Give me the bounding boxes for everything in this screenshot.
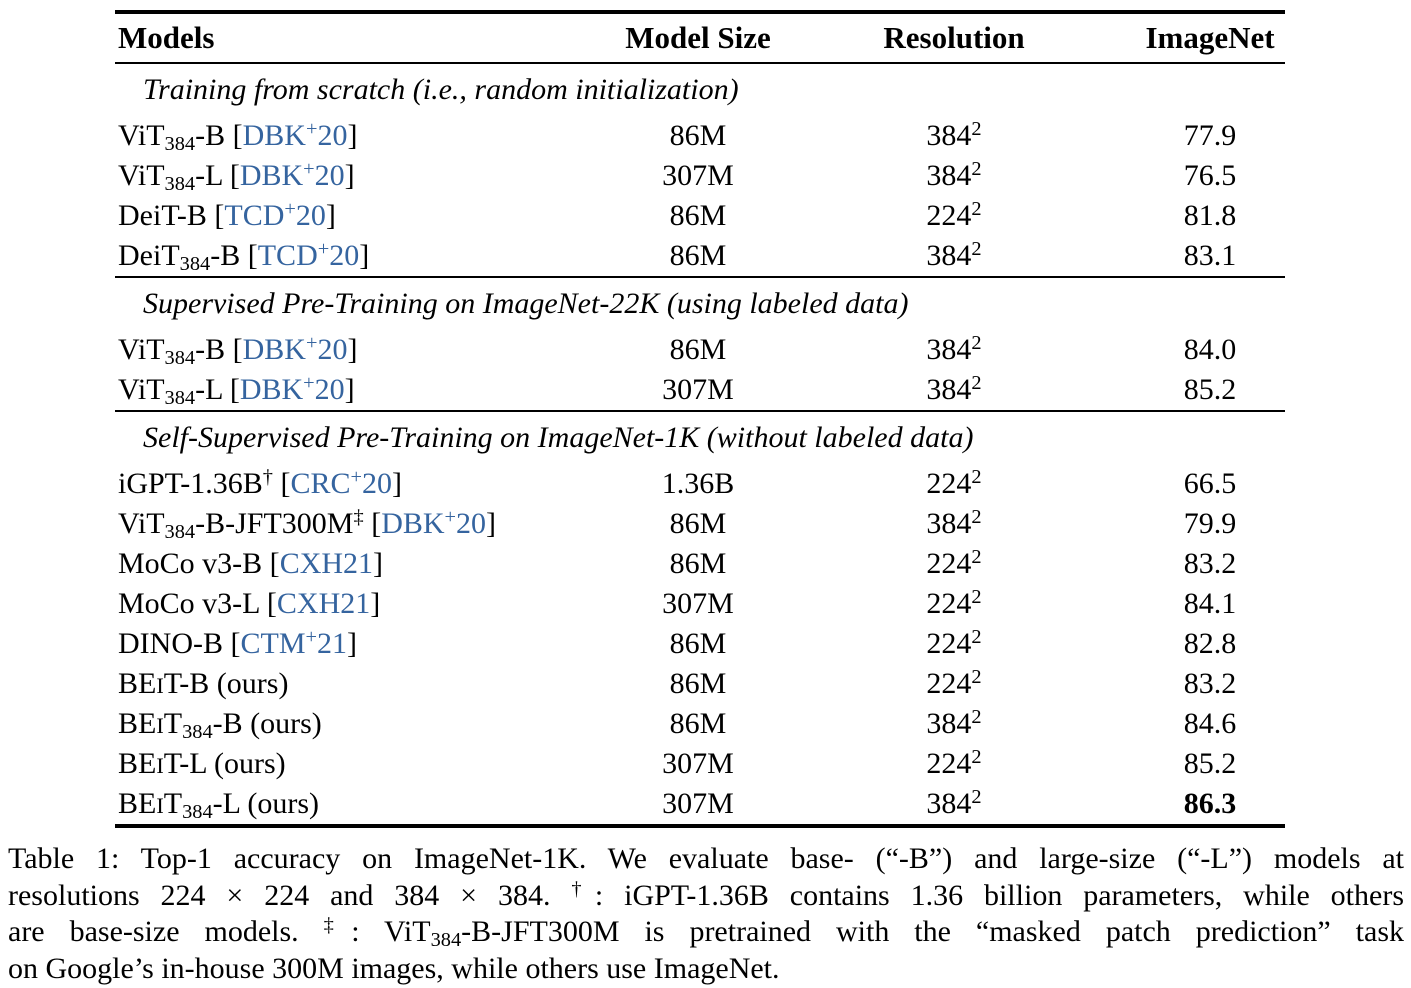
text-run: 384	[164, 521, 196, 544]
imagenet-cell: 82.8	[1183, 627, 1237, 660]
text-run: BE	[118, 707, 157, 740]
resolution-cell	[826, 373, 1082, 407]
imagenet-cell: 76.5	[1183, 159, 1237, 192]
text-run: 224	[926, 467, 972, 500]
text-run: ViT	[118, 373, 165, 406]
text-run: MoCo v3-B [	[118, 547, 280, 580]
caption-line	[8, 841, 1404, 878]
citation-link[interactable]: TCD	[224, 199, 285, 232]
size-cell: 86M	[669, 707, 727, 740]
citation-link[interactable]: CRC	[290, 467, 351, 500]
table-row	[115, 330, 1285, 370]
model-cell	[115, 667, 570, 701]
text-run: 384	[430, 929, 462, 952]
caption-line	[8, 914, 1404, 951]
text-run: T	[163, 787, 183, 820]
model-cell	[115, 707, 570, 744]
size-cell: 86M	[669, 199, 727, 232]
text-run: BE	[118, 747, 157, 780]
text-run: -B [	[195, 333, 243, 366]
model-cell	[115, 331, 570, 370]
text-run: BE	[118, 667, 157, 700]
caption-line	[8, 878, 1404, 915]
size-cell: 307M	[662, 373, 734, 406]
model-cell	[115, 199, 570, 233]
text-run: 224	[926, 587, 972, 620]
text-run: I	[156, 713, 164, 738]
size-cell: 307M	[662, 747, 734, 780]
text-run: I	[156, 673, 164, 698]
text-run: [	[272, 467, 291, 500]
citation-link[interactable]: 20	[295, 199, 326, 232]
text-run: ]	[359, 239, 370, 272]
text-run: ViT	[118, 159, 165, 192]
text-run: ‡	[323, 913, 352, 936]
text-run: 384	[926, 787, 972, 820]
size-cell: 86M	[669, 667, 727, 700]
text-run: ]	[347, 627, 357, 660]
imagenet-cell: 84.0	[1183, 333, 1237, 366]
citation-link[interactable]: TCD	[257, 239, 318, 272]
text-run: 2	[971, 197, 982, 220]
table-row	[115, 116, 1285, 156]
text-run: 2	[971, 157, 982, 180]
text-run: ]	[347, 333, 358, 366]
citation-link[interactable]: +	[317, 237, 330, 260]
table-row	[115, 584, 1285, 624]
table-caption	[8, 841, 1404, 987]
text-run: ]	[325, 199, 336, 232]
text-run: on Google’s in-house 300M images, while others use ImageNet.	[8, 951, 780, 985]
size-cell: 307M	[662, 159, 734, 192]
resolution-cell	[826, 333, 1082, 367]
table-row	[115, 784, 1285, 824]
imagenet-cell: 79.9	[1183, 507, 1237, 540]
text-run: ]	[347, 119, 358, 152]
text-run: 384	[926, 159, 972, 192]
text-run: 224	[926, 547, 972, 580]
resolution-cell	[826, 587, 1082, 621]
table-bottom-rule	[115, 824, 1285, 828]
caption-line	[8, 951, 1404, 988]
model-cell	[115, 117, 570, 156]
text-run: Table 1: Top-1 accuracy on ImageNet-1K. We evaluate base- (“-B”) and large-size (“-L”) models at	[8, 842, 1404, 875]
imagenet-cell: 84.6	[1183, 707, 1237, 740]
text-run: 384	[926, 507, 972, 540]
text-run: 2	[971, 745, 982, 768]
text-run: ]	[392, 467, 402, 500]
citation-link[interactable]: 20	[314, 159, 345, 192]
text-run: 2	[971, 705, 982, 728]
text-run: BE	[118, 787, 157, 820]
resolution-cell	[826, 119, 1082, 153]
citation-link[interactable]: CTM	[240, 627, 306, 660]
resolution-cell	[826, 199, 1082, 233]
table-row	[115, 464, 1285, 504]
text-run: 2	[971, 117, 982, 140]
text-run: 384	[164, 347, 196, 370]
text-run: resolutions 224 × 224 and 384 × 384.	[8, 878, 572, 912]
resolution-cell	[826, 707, 1082, 741]
text-run: 2	[971, 625, 982, 648]
imagenet-cell: 66.5	[1183, 467, 1237, 500]
text-run: -L (ours)	[212, 787, 320, 820]
text-run: iGPT-1.36B	[118, 467, 263, 500]
citation-link[interactable]: DBK	[242, 333, 306, 366]
citation-link[interactable]: CXH21	[279, 547, 374, 580]
table-row	[115, 236, 1285, 276]
text-run: ]	[344, 373, 355, 406]
table-header-row	[115, 14, 1285, 62]
text-run: 2	[971, 785, 982, 808]
resolution-cell	[826, 467, 1082, 501]
model-cell	[115, 157, 570, 196]
table-section-header: Self-Supervised Pre-Training on ImageNet-1K (without labeled data)	[143, 421, 974, 454]
size-cell: 1.36B	[661, 467, 735, 500]
table-row	[115, 370, 1285, 410]
text-run: 224	[926, 199, 972, 232]
model-cell	[115, 467, 570, 501]
text-run: †	[262, 465, 273, 488]
text-run: ViT	[118, 507, 165, 540]
text-run: 2	[971, 665, 982, 688]
model-cell	[115, 747, 570, 781]
text-run: 2	[971, 237, 982, 260]
text-run: 224	[926, 667, 972, 700]
text-run: ]	[486, 507, 497, 540]
model-cell	[115, 587, 570, 621]
text-run: I	[156, 753, 164, 778]
text-run: -L [	[195, 159, 240, 192]
text-run: †	[571, 877, 595, 900]
text-run: -B (ours)	[212, 707, 322, 740]
table-row	[115, 156, 1285, 196]
text-run: 224	[926, 627, 972, 660]
text-run: T-L (ours)	[163, 747, 286, 780]
text-run: 2	[971, 505, 982, 528]
size-cell: 86M	[669, 627, 727, 660]
text-run: T-B (ours)	[163, 667, 289, 700]
imagenet-cell: 85.2	[1183, 373, 1237, 406]
text-run: : iGPT-1.36B contains 1.36 billion parameters, while others	[594, 878, 1404, 912]
citation-link[interactable]: 20	[329, 239, 360, 272]
resolution-cell	[826, 547, 1082, 581]
size-cell: 86M	[669, 507, 727, 540]
citation-link[interactable]: 21	[317, 627, 347, 660]
text-run: -B-JFT300M is pretrained with the “masked patch prediction” task	[461, 915, 1404, 948]
table-section-header: Training from scratch (i.e., random initialization)	[143, 73, 739, 106]
text-run: DeiT	[118, 239, 180, 272]
table-row	[115, 744, 1285, 784]
citation-link[interactable]: DBK	[242, 119, 306, 152]
citation-link[interactable]: +	[284, 197, 296, 220]
text-run: 2	[971, 371, 982, 394]
text-run: MoCo v3-L [	[118, 587, 277, 620]
imagenet-cell: 77.9	[1183, 119, 1237, 152]
imagenet-cell: 85.2	[1183, 747, 1237, 780]
citation-link[interactable]: DBK	[381, 507, 445, 540]
model-cell	[115, 787, 570, 824]
text-run: are base-size models.	[8, 915, 324, 948]
text-run: 384	[182, 801, 213, 824]
text-run: 384	[182, 721, 213, 744]
text-run: 384	[164, 387, 196, 410]
model-cell	[115, 627, 570, 661]
citation-link[interactable]: +	[444, 505, 457, 528]
imagenet-cell: 84.1	[1183, 587, 1237, 620]
text-run: ]	[373, 547, 384, 580]
text-run: 2	[971, 331, 982, 354]
citation-link[interactable]: +	[305, 117, 318, 140]
citation-link[interactable]: CXH21	[276, 587, 371, 620]
resolution-cell	[826, 627, 1082, 661]
text-run: -B [	[210, 239, 258, 272]
size-cell: 307M	[662, 587, 734, 620]
model-cell	[115, 505, 570, 544]
column-header-models: Models	[118, 20, 215, 55]
text-run: ViT	[118, 119, 165, 152]
table-row	[115, 196, 1285, 236]
text-run: 2	[971, 585, 982, 608]
model-cell	[115, 371, 570, 410]
resolution-cell	[826, 507, 1082, 541]
size-cell: 86M	[669, 119, 727, 152]
text-run: 384	[164, 173, 196, 196]
imagenet-cell: 83.2	[1183, 547, 1237, 580]
text-run: -B-JFT300M	[195, 507, 354, 540]
results-table	[115, 10, 1285, 828]
citation-link[interactable]: DBK	[239, 373, 304, 406]
column-header-model-size: Model Size	[625, 20, 771, 55]
text-run: -B [	[195, 119, 243, 152]
text-run: 224	[926, 747, 972, 780]
table-row	[115, 624, 1285, 664]
text-run: 2	[971, 545, 982, 568]
text-run: ]	[344, 159, 355, 192]
column-header-imagenet: ImageNet	[1145, 20, 1275, 55]
imagenet-cell: 86.3	[1183, 787, 1237, 820]
model-cell	[115, 547, 570, 581]
text-run: 384	[164, 133, 196, 156]
table-row	[115, 664, 1285, 704]
citation-link[interactable]: +	[303, 371, 315, 394]
resolution-cell	[826, 747, 1082, 781]
imagenet-cell: 83.1	[1183, 239, 1237, 272]
text-run: ‡	[353, 505, 364, 528]
text-run: 384	[926, 239, 972, 272]
citation-link[interactable]: 20	[317, 333, 348, 366]
text-run: [	[363, 507, 382, 540]
text-run: -L [	[195, 373, 240, 406]
resolution-cell	[826, 239, 1082, 273]
citation-link[interactable]: 20	[456, 507, 487, 540]
resolution-cell	[826, 787, 1082, 821]
size-cell: 86M	[669, 333, 727, 366]
text-run: : ViT	[351, 915, 431, 948]
citation-link[interactable]: 20	[362, 467, 392, 500]
citation-link[interactable]: 20	[314, 373, 345, 406]
text-run: DINO-B [	[118, 627, 241, 660]
citation-link[interactable]: +	[305, 625, 317, 648]
model-cell	[115, 237, 570, 276]
citation-link[interactable]: DBK	[239, 159, 304, 192]
size-cell: 307M	[662, 787, 734, 820]
text-run: DeiT-B [	[118, 199, 225, 232]
resolution-cell	[826, 159, 1082, 193]
size-cell: 86M	[669, 239, 727, 272]
text-run: 2	[971, 465, 982, 488]
resolution-cell	[826, 667, 1082, 701]
text-run: 384	[926, 333, 972, 366]
table-section-header: Supervised Pre-Training on ImageNet-22K (using labeled data)	[143, 287, 909, 320]
citation-link[interactable]: 20	[317, 119, 348, 152]
citation-link[interactable]: +	[305, 331, 318, 354]
table-body	[115, 62, 1285, 824]
text-run: ViT	[118, 333, 165, 366]
text-run: 384	[926, 373, 972, 406]
imagenet-cell: 81.8	[1183, 199, 1237, 232]
table-row	[115, 704, 1285, 744]
citation-link[interactable]: +	[350, 465, 362, 488]
table-row	[115, 504, 1285, 544]
table-row	[115, 544, 1285, 584]
column-header-resolution: Resolution	[883, 20, 1025, 55]
text-run: 384	[179, 253, 211, 276]
citation-link[interactable]: +	[303, 157, 315, 180]
text-run: 384	[926, 119, 972, 152]
imagenet-cell: 83.2	[1183, 667, 1237, 700]
text-run: 384	[926, 707, 972, 740]
text-run: T	[163, 707, 183, 740]
size-cell: 86M	[669, 547, 727, 580]
text-run: ]	[370, 587, 381, 620]
text-run: I	[156, 793, 164, 818]
